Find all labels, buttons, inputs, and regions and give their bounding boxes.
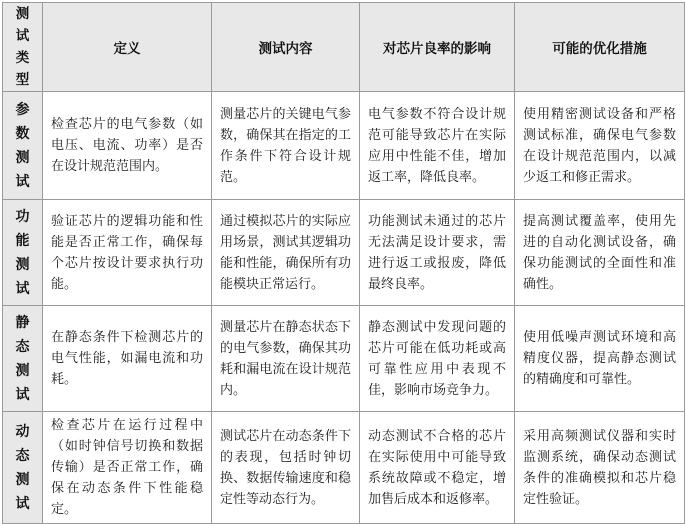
- header-test-type: 测试类型: [3, 3, 43, 92]
- definition-cell: 检查芯片的电气参数（如电压、电流、功率）是否在设计规范范围内。: [43, 92, 212, 200]
- optimization-cell: 提高测试覆盖率，使用先进的自动化测试设备，确保功能测试的全面性和准确性。: [515, 200, 685, 306]
- table-row: [3, 306, 685, 412]
- impact-cell: 功能测试未通过的芯片无法满足设计要求，需进行返工或报废，降低最终良率。: [360, 200, 515, 306]
- header-optimization: 可能的优化措施: [515, 3, 685, 92]
- header-yield-impact: 对芯片良率的影响: [360, 3, 515, 92]
- row-type-cell: 静态测试: [3, 306, 43, 412]
- table-row: [3, 92, 685, 200]
- impact-cell: 电气参数不符合设计规范可能导致芯片在实际应用中性能不佳，增加返工率，降低良率。: [360, 92, 515, 200]
- optimization-cell: 采用高频测试仪器和实时监测系统，确保动态测试条件的准确模拟和芯片稳定性验证。: [515, 412, 685, 524]
- definition-cell: 在静态条件下检测芯片的电气性能，如漏电流和功耗。: [43, 306, 212, 412]
- optimization-cell: 使用低噪声测试环境和高精度仪器，提高静态测试的精确度和可靠性。: [515, 306, 685, 412]
- content-cell: 测量芯片在静态状态下的电气参数，确保其功耗和漏电流在设计规范内。: [212, 306, 360, 412]
- table-row: [3, 412, 685, 524]
- header-test-content: 测试内容: [212, 3, 360, 92]
- row-type-cell: 功能测试: [3, 200, 43, 306]
- comparison-table-container: [2, 2, 684, 517]
- content-cell: 测试芯片在动态条件下的表现，包括时钟切换、数据传输速度和稳定性等动态行为。: [212, 412, 360, 524]
- definition-cell: 验证芯片的逻辑功能和性能是否正常工作，确保每个芯片按设计要求执行功能。: [43, 200, 212, 306]
- optimization-cell: 使用精密测试设备和严格测试标准，确保电气参数在设计规范范围内，以减少返工和修正需求。: [515, 92, 685, 200]
- impact-cell: 动态测试不合格的芯片在实际使用中可能导致系统故障或不稳定，增加售后成本和返修率。: [360, 412, 515, 524]
- table-row: [3, 200, 685, 306]
- content-cell: 通过模拟芯片的实际应用场景，测试其逻辑功能和性能，确保所有功能模块正常运行。: [212, 200, 360, 306]
- row-type-cell: 参数测试: [3, 92, 43, 200]
- definition-cell: 检查芯片在运行过程中（如时钟信号切换和数据传输）是否正常工作，确保在动态条件下性能稳定。: [43, 412, 212, 524]
- header-definition: 定义: [43, 3, 212, 92]
- impact-cell: 静态测试中发现问题的芯片可能在低功耗或高可靠性应用中表现不佳，影响市场竞争力。: [360, 306, 515, 412]
- content-cell: 测量芯片的关键电气参数，确保其在指定的工作条件下符合设计规范。: [212, 92, 360, 200]
- table-header-row: [3, 3, 685, 92]
- chip-test-comparison-table: [2, 2, 685, 524]
- row-type-cell: 动态测试: [3, 412, 43, 524]
